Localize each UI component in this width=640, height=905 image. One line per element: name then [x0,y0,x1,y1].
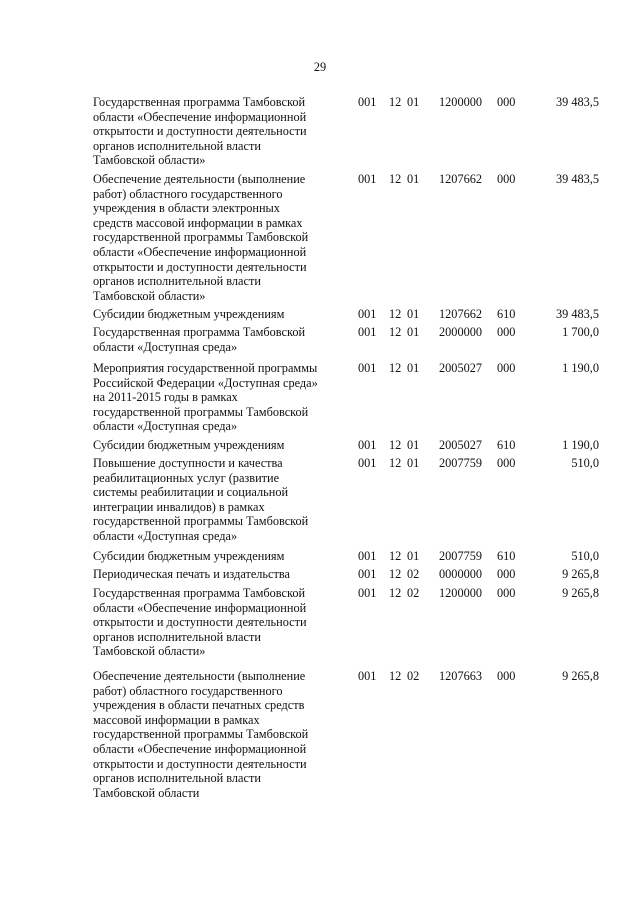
target-article-code: 2005027 [439,361,483,375]
ministry-code: 001 [358,586,377,600]
row-name-line: государственной программы Тамбовской [93,514,309,529]
sum-value: 9 265,8 [562,669,599,683]
row-name-line: органов исполнительной власти [93,771,261,786]
ministry-code: 001 [358,567,377,581]
expense-type-code: 000 [497,456,516,470]
row-name-line: работ) областного государственного [93,186,283,201]
subsection-code: 01 [407,549,420,563]
row-name [93,586,343,659]
row-name-line: Государственная программа Тамбовской [93,586,306,600]
row-name [93,361,343,434]
expense-type-code: 000 [497,567,516,581]
row-name-line: области «Обеспечение информационной [93,741,307,756]
sum-value: 39 483,5 [555,172,599,186]
expense-type-code: 610 [497,549,516,563]
row-name-line: Государственная программа Тамбовской [93,325,306,339]
page-number: 29 [313,60,327,74]
target-article-code: 2007759 [439,456,483,470]
row-name-line: Периодическая печать и издательства [93,567,290,581]
row-name-line: Обеспечение деятельности (выполнение [93,669,306,683]
row-name-line: государственной программы Тамбовской [93,727,309,742]
row-name-line: органов исполнительной власти [93,629,261,644]
expense-type-code: 000 [497,95,516,109]
row-name-line: области «Доступная среда» [93,528,238,543]
row-name-line: органов исполнительной власти [93,274,261,289]
row-name-line: Субсидии бюджетным учреждениям [93,549,285,563]
row-name-line: Обеспечение деятельности (выполнение [93,172,306,186]
subsection-code: 02 [407,586,420,600]
row-name-line: Субсидии бюджетным учреждениям [93,438,285,452]
ministry-code: 001 [358,325,377,339]
target-article-code: 0000000 [439,567,483,581]
ministry-code: 001 [358,361,377,375]
row-name-line: Тамбовской области» [93,288,206,303]
row-name [93,669,343,800]
target-article-code: 2005027 [439,438,483,452]
target-article-code: 1200000 [439,95,483,109]
row-name-line: области «Обеспечение информационной [93,109,307,124]
expense-type-code: 610 [497,438,516,452]
row-name [93,95,343,168]
row-name-line: системы реабилитации и социальной [93,485,289,500]
row-name-line: открытости и доступности деятельности [93,259,307,274]
section-code: 12 [389,567,402,581]
row-name [93,325,343,354]
subsection-code: 01 [407,456,420,470]
row-name [93,438,343,453]
sum-value: 9 265,8 [562,586,599,600]
sum-value: 9 265,8 [562,567,599,581]
sum-value: 510,0 [571,549,599,563]
target-article-code: 2007759 [439,549,483,563]
section-code: 12 [389,325,402,339]
row-name-line: учреждения в области печатных средств [93,698,305,713]
section-code: 12 [389,549,402,563]
expense-type-code: 000 [497,669,516,683]
subsection-code: 01 [407,438,420,452]
row-name-line: Тамбовской области» [93,644,206,659]
sum-value: 1 190,0 [562,361,599,375]
section-code: 12 [389,586,402,600]
target-article-code: 2000000 [439,325,483,339]
row-name-line: государственной программы Тамбовской [93,230,309,245]
subsection-code: 02 [407,669,420,683]
row-name-line: на 2011-2015 годы в рамках [93,390,238,405]
expense-type-code: 000 [497,361,516,375]
row-name-line: открытости и доступности деятельности [93,756,307,771]
section-code: 12 [389,669,402,683]
sum-value: 1 190,0 [562,438,599,452]
row-name-line: области «Доступная среда» [93,419,238,434]
row-name-line: Тамбовской области» [93,153,206,168]
section-code: 12 [389,307,402,321]
subsection-code: 01 [407,361,420,375]
ministry-code: 001 [358,307,377,321]
row-name [93,549,343,564]
row-name-line: средств массовой информации в рамках [93,215,303,230]
subsection-code: 01 [407,172,420,186]
row-name-line: открытости и доступности деятельности [93,615,307,630]
section-code: 12 [389,438,402,452]
row-name-line: Российской Федерации «Доступная среда» [93,375,318,390]
ministry-code: 001 [358,172,377,186]
sum-value: 39 483,5 [555,95,599,109]
subsection-code: 01 [407,307,420,321]
row-name [93,307,343,322]
row-name-line: реабилитационных услуг (развитие [93,470,280,485]
ministry-code: 001 [358,549,377,563]
row-name [93,172,343,303]
subsection-code: 01 [407,325,420,339]
row-name-line: государственной программы Тамбовской [93,404,309,419]
target-article-code: 1200000 [439,586,483,600]
row-name-line: Субсидии бюджетным учреждениям [93,307,285,321]
row-name [93,567,343,582]
target-article-code: 1207662 [439,172,483,186]
row-name-line: области «Доступная среда» [93,339,238,354]
section-code: 12 [389,95,402,109]
row-name-line: массовой информации в рамках [93,712,260,727]
target-article-code: 1207663 [439,669,483,683]
expense-type-code: 000 [497,172,516,186]
section-code: 12 [389,456,402,470]
expense-type-code: 000 [497,586,516,600]
section-code: 12 [389,172,402,186]
row-name-line: Повышение доступности и качества [93,456,283,470]
row-name [93,456,343,544]
subsection-code: 02 [407,567,420,581]
subsection-code: 01 [407,95,420,109]
ministry-code: 001 [358,456,377,470]
sum-value: 39 483,5 [555,307,599,321]
expense-type-code: 000 [497,325,516,339]
row-name-line: Государственная программа Тамбовской [93,95,306,109]
row-name-line: органов исполнительной власти [93,138,261,153]
row-name-line: интеграции инвалидов) в рамках [93,499,265,514]
row-name-line: учреждения в области электронных [93,201,280,216]
row-name-line: области «Обеспечение информационной [93,244,307,259]
ministry-code: 001 [358,95,377,109]
row-name-line: области «Обеспечение информационной [93,600,307,615]
row-name-line: работ) областного государственного [93,683,283,698]
ministry-code: 001 [358,669,377,683]
sum-value: 1 700,0 [562,325,599,339]
ministry-code: 001 [358,438,377,452]
row-name-line: Мероприятия государственной программы [93,361,318,375]
expense-type-code: 610 [497,307,516,321]
sum-value: 510,0 [571,456,599,470]
row-name-line: Тамбовской области [93,785,200,800]
row-name-line: открытости и доступности деятельности [93,124,307,139]
section-code: 12 [389,361,402,375]
target-article-code: 1207662 [439,307,483,321]
